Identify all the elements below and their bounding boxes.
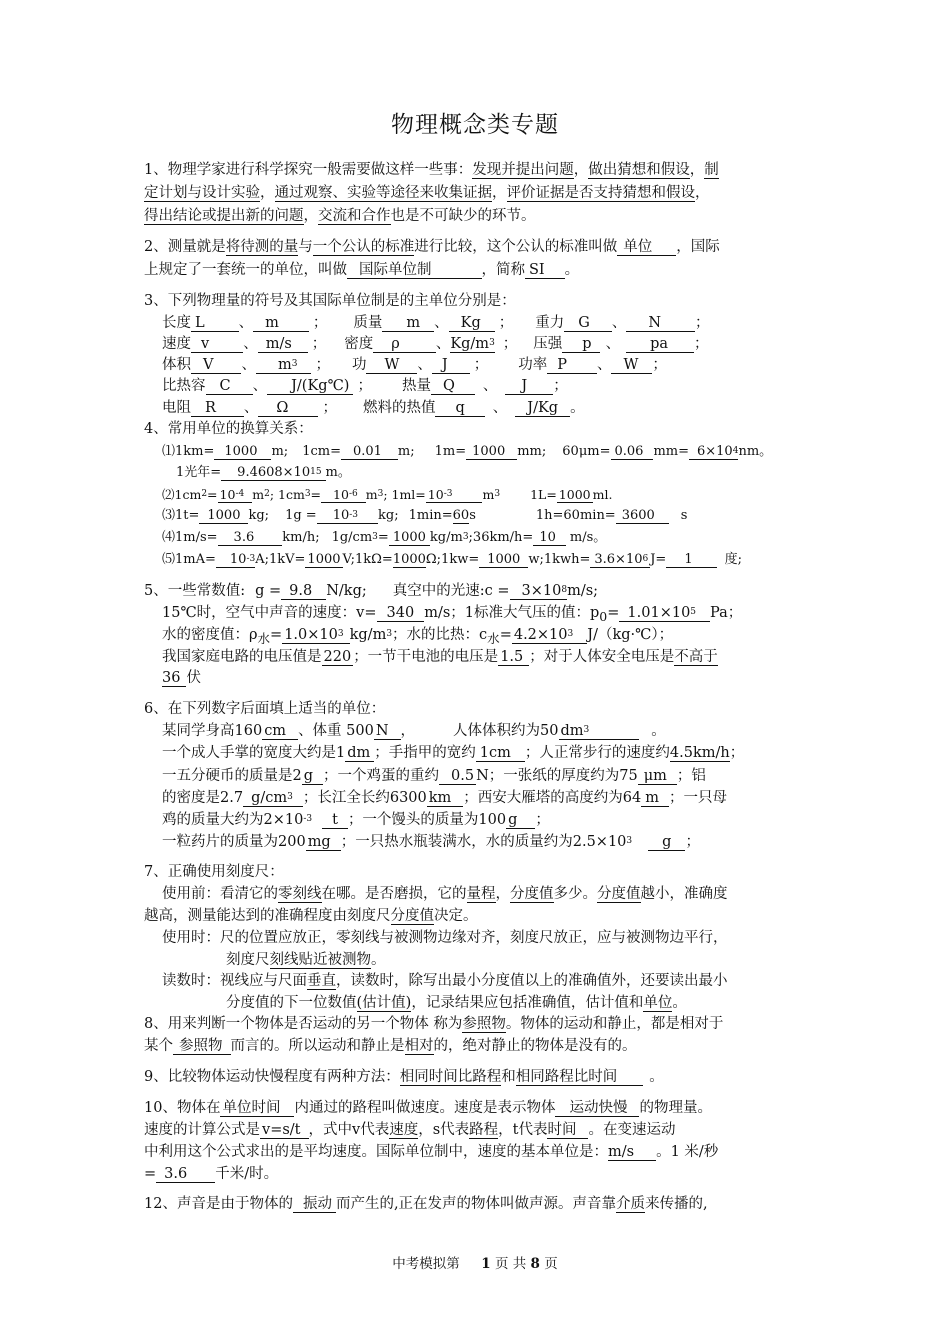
q9-line-1: 9、比较物体运动快慢程度有两种方法：相同时间比路程和相同路程比时间 。 [144,1069,664,1085]
q6-line-4: 的密度是2.7 $g/cm^3$ ；长江全长约6300 km ；西安大雁塔的高度约为64 m ；一只母 [162,790,727,806]
q4-line-1b: 1光年= $9.4608\times 10^{15}$ m。 [176,465,351,480]
q10-line-3: 中利用这个公式求出的是平均速度。国际单位制中，速度的基本单位是：m/s 。1 米/秒 [144,1144,719,1160]
q7-heading: 7、正确使用刻度尺： [144,864,284,880]
q1-line-2: 定计划与设计实验，通过观察、实验等途径来收集证据，评价证据是否支持猜想和假设， [144,185,710,201]
q3-row-2: 速度 v 、 m/s ； 密度 ρ 、$Kg/m^3$ ； 压强 p 、 pa ； [162,336,709,352]
q3-row-3: 体积 V 、 $m^3$ ； 功 W 、 J ； 功率 P 、 W ； [162,357,667,373]
q12-line-1: 12、声音是由于物体的 振动 而产生的,正在发声的物体叫做声源。声音靠介质来传播的, [144,1196,708,1212]
q5-line-1: 5、一些常数值: g = 9.8 N/kg; 真空中的光速:c = $3\times 10^8m/s$; [144,583,599,599]
q3-heading: 3、下列物理量的符号及其国际单位制是的主单位分别是： [144,293,516,309]
q10-line-1: 10、物体在 单位时间 内通过的路程叫做速度。速度是表示物体 运动快慢 的物理量。 [144,1100,712,1116]
q7-reading-1: 读数时：视线应与尺面垂直，读数时，除写出最小分度值以上的准确值外，还要读出最小 [162,973,728,989]
q6-line-1: 某同学身高160 cm 、体重 500 N ， 人体体积约为50 $dm^3$ 。 [162,723,666,739]
q6-line-6: 一粒药片的质量为200 mg ；一只热水瓶装满水，水的质量约为$2.5\times 10^3$ g ； [162,834,700,850]
q7-during-2: 刻度尺刻线贴近被测物。 [226,952,386,968]
q8-line-2: 某个 参照物 而言的。所以运动和静止是相对的，绝对静止的物体是没有的。 [144,1038,637,1054]
q6-heading: 6、在下列数字后面填上适当的单位： [144,701,386,717]
q7-during-1: 使用时：尺的位置应放正，零刻线与被测物边缘对齐，刻度尺放正，应与被测物边平行， [162,930,728,946]
q5-line-4: 我国家庭电路的电压值是 220 ；一节干电池的电压是 1.5 ；对于人体安全电压是不高于 [162,649,718,665]
q4-heading: 4、常用单位的换算关系： [144,421,313,437]
q6-line-3: 一五分硬币的质量是2 g ；一个鸡蛋的重约 0.5 N；一张纸的厚度约为75 μm ；铝 [162,768,706,784]
q3-row-1: 长度 L 、 m ； 质量 m 、 Kg ； 重力 G 、 N ； [162,315,710,331]
q2-line-2: 上规定了一套统一的单位，叫做 国际单位制 ，简称 SI 。 [144,262,580,278]
q4-line-2: $⑵1cm^2= 10^{-4}$ $m^2$; $1cm^3= 10^{-6}$ $m^3$; $1ml= 10^{-3}$ $m^3$ 1L= 1000 ml. [162,487,613,502]
q5-line-2: 15℃时，空气中声音的速度：v= 340 m/s；1标准大气压的值：$p_0= 1.01\times 10^5$ Pa； [162,605,743,624]
q4-line-4: ⑷1m/s= 3.6 km/h; $1g/cm^3= 1000$ $kg/m^3;36km/h= 10$ m/s。 [162,530,607,545]
q10-line-4: = 3.6 千米/时。 [144,1166,279,1182]
q4-line-1: ⑴1km= 1000 m; 1cm= 0.01 m; 1m= 1000 mm; 60μm= 0.06 $mm= 6\times 10^4nm$。 [162,444,773,459]
q5-line-5: 36 伏 [162,670,201,686]
q10-line-2: 速度的计算公式是 v=s/t ，式中v代表速度，s代表路程，t代表时间 。在变速运动 [144,1122,676,1138]
page-footer: 中考模拟第 1 页 共 8 页 [392,1256,558,1272]
q3-row-4: 比热容 C 、 J/(Kg℃) ； 热量 Q 、 J ； [162,378,568,394]
page-title: 物理概念类专题 [391,112,559,138]
q7-before-1: 使用前：看清它的零刻线在哪。是否磨损，它的量程，分度值多少。分度值越小，准确度 [162,886,728,902]
q7-before-2: 越高，测量能达到的准确程度由刻度尺分度值决定。 [144,908,478,924]
q6-line-5: 鸡的质量大约为$2\times 10^{-3}$ t ；一个馒头的质量为100 g ； [162,812,550,828]
q8-line-1: 8、用来判断一个物体是否运动的另一个物体 称为参照物。物体的运动和静止，都是相对于 [144,1016,724,1032]
q1-line-1: 1、物理学家进行科学探究一般需要做这样一些事：发现并提出问题，做出猜想和假设，制 [144,162,719,178]
q3-row-5: 电阻 R 、 Ω ； 燃料的热值 q 、 J/Kg 。 [162,400,585,416]
q1-line-3: 得出结论或提出新的问题，交流和合作也是不可缺少的环节。 [144,208,536,224]
q4-line-3: ⑶1t= 1000 kg; $1g = 10^{-3}$ kg; 1min=60s 1h=60min= 3600 s [162,508,688,523]
q4-line-5: ⑸1mA= $10^{-3}A;1kV= 1000$ V;1kΩ=1000Ω;1kw= 1000 w;1kwh= $3.6\times 10^6$ J= 1 度; [162,552,742,567]
q5-line-3: 水的密度值：$\rho_水= 1.0\times 10^3$ $kg/m^3$；水的比热：$c_水= 4.2\times 10^3$ J/（kg·℃）； [162,627,674,646]
q7-reading-2: 分度值的下一位数值(估计值)，记录结果应包括准确值，估计值和单位。 [226,995,687,1011]
q6-line-2: 一个成人手掌的宽度大约是1 dm ；手指甲的宽约 1cm ；人正常步行的速度约4.5km/h； [162,745,745,761]
q2-line-1: 2、测量就是将待测的量与一个公认的标准进行比较，这个公认的标准叫做 单位 ，国际 [144,239,720,255]
